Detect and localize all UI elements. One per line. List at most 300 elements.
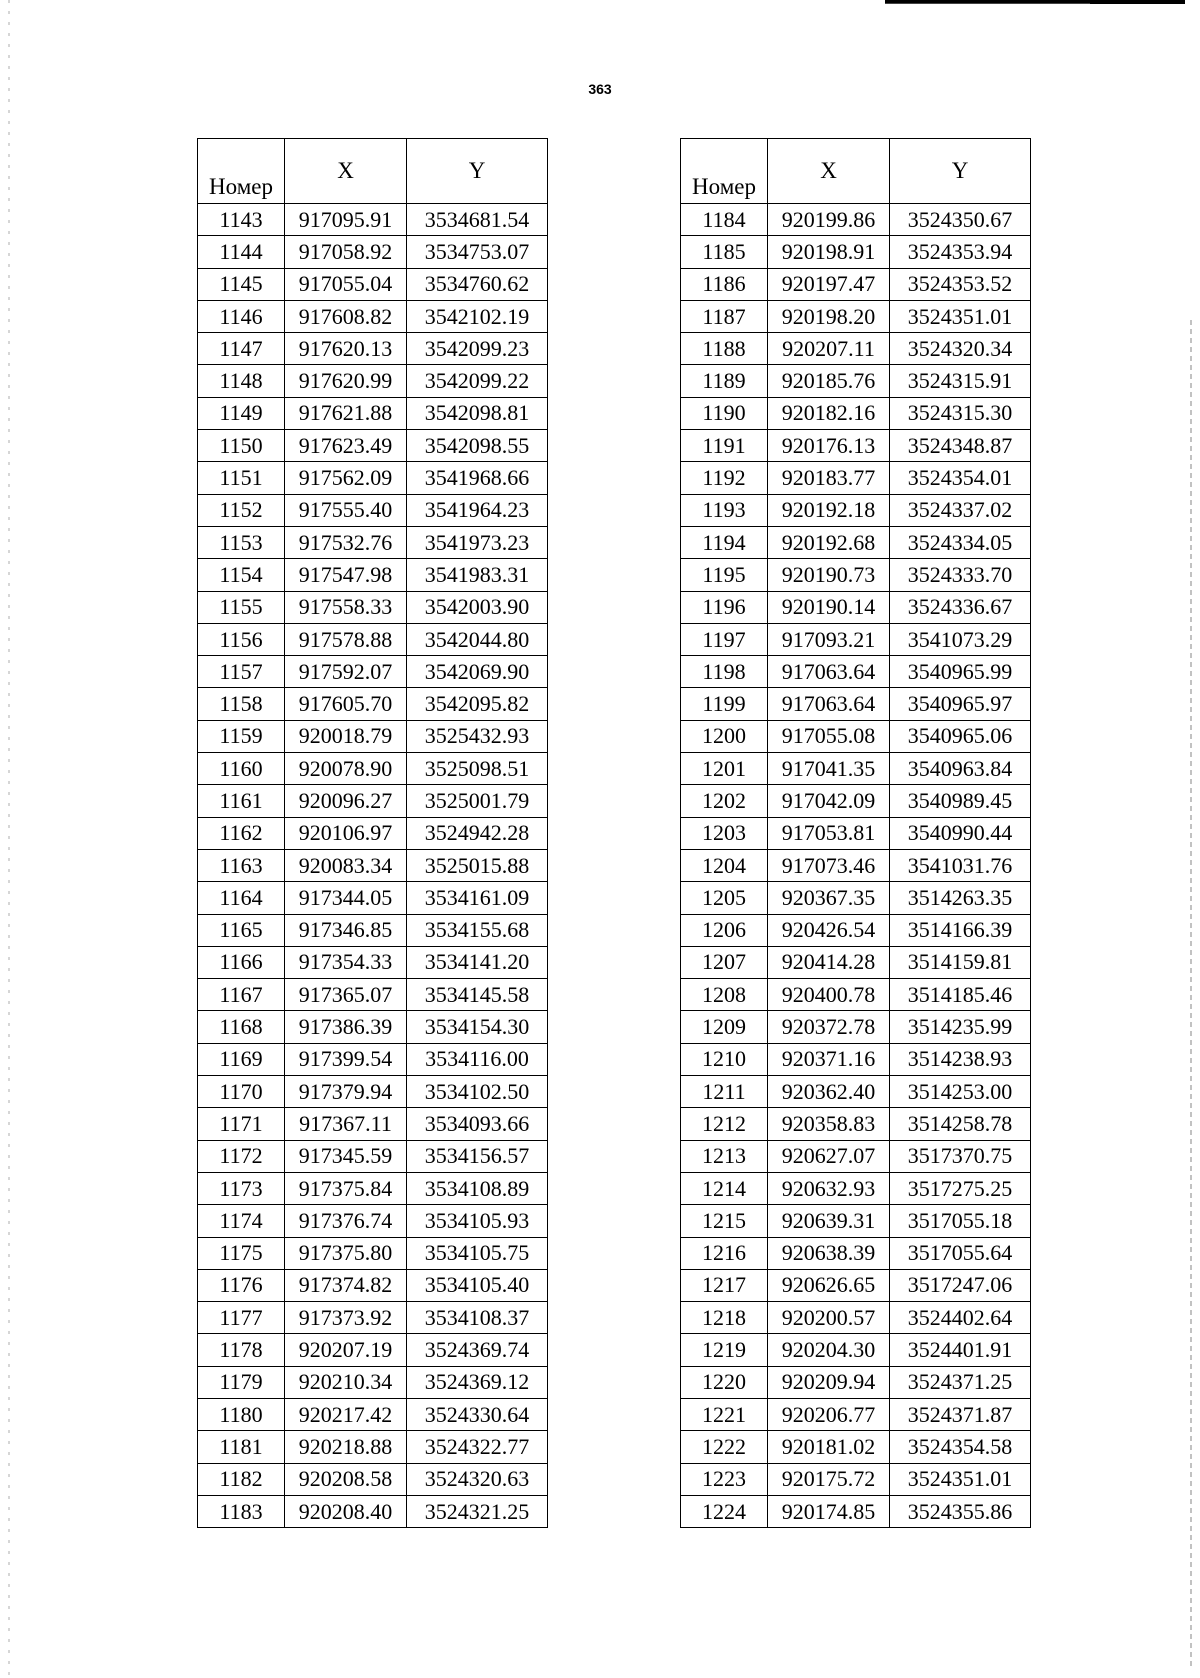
cell-x: 920218.88: [285, 1431, 407, 1463]
cell-y: 3540963.84: [890, 753, 1031, 785]
cell-y: 3534116.00: [407, 1043, 548, 1075]
cell-x: 920400.78: [768, 979, 890, 1011]
cell-x: 920210.34: [285, 1366, 407, 1398]
cell-y: 3524369.74: [407, 1334, 548, 1366]
cell-x: 917375.84: [285, 1172, 407, 1204]
table-row: [681, 656, 1031, 688]
cell-y: 3534105.75: [407, 1237, 548, 1269]
cell-number: 1182: [198, 1463, 285, 1495]
cell-number: 1217: [681, 1269, 768, 1301]
table-row: [198, 1463, 548, 1495]
cell-y: 3524371.87: [890, 1398, 1031, 1430]
cell-number: 1148: [198, 365, 285, 397]
cell-x: 920190.73: [768, 559, 890, 591]
cell-x: 917558.33: [285, 591, 407, 623]
table-row: [681, 979, 1031, 1011]
scan-margin-left: [8, 0, 10, 1678]
table-row: [198, 236, 548, 268]
cell-y: 3524402.64: [890, 1302, 1031, 1334]
header-number: Номер: [198, 139, 285, 204]
cell-x: 917620.13: [285, 333, 407, 365]
table-row: [681, 946, 1031, 978]
cell-y: 3541968.66: [407, 462, 548, 494]
cell-x: 920199.86: [768, 204, 890, 236]
cell-number: 1158: [198, 688, 285, 720]
cell-number: 1165: [198, 914, 285, 946]
cell-y: 3524371.25: [890, 1366, 1031, 1398]
table-row: [198, 656, 548, 688]
cell-x: 920208.40: [285, 1495, 407, 1527]
table-row: [681, 300, 1031, 332]
cell-x: 917063.64: [768, 688, 890, 720]
cell-y: 3542044.80: [407, 623, 548, 655]
coordinates-table-left: [197, 138, 548, 1528]
cell-y: 3541964.23: [407, 494, 548, 526]
cell-x: 917344.05: [285, 882, 407, 914]
table-row: [681, 1043, 1031, 1075]
cell-number: 1207: [681, 946, 768, 978]
cell-y: 3541073.29: [890, 623, 1031, 655]
cell-x: 920106.97: [285, 817, 407, 849]
table-row: [681, 462, 1031, 494]
table-row: [198, 365, 548, 397]
cell-x: 920083.34: [285, 849, 407, 881]
cell-x: 917055.08: [768, 720, 890, 752]
cell-y: 3540989.45: [890, 785, 1031, 817]
cell-y: 3542099.22: [407, 365, 548, 397]
table-row: [198, 591, 548, 623]
cell-x: 917055.04: [285, 268, 407, 300]
cell-x: 917041.35: [768, 753, 890, 785]
cell-number: 1161: [198, 785, 285, 817]
table-row: [198, 204, 548, 236]
header-number: Номер: [681, 139, 768, 204]
cell-y: 3534102.50: [407, 1076, 548, 1108]
cell-number: 1221: [681, 1398, 768, 1430]
cell-number: 1189: [681, 365, 768, 397]
cell-number: 1178: [198, 1334, 285, 1366]
table-row: [681, 1463, 1031, 1495]
cell-y: 3514166.39: [890, 914, 1031, 946]
cell-x: 917354.33: [285, 946, 407, 978]
table-row: [681, 849, 1031, 881]
table-row: [198, 849, 548, 881]
cell-number: 1190: [681, 397, 768, 429]
cell-number: 1202: [681, 785, 768, 817]
cell-x: 917058.92: [285, 236, 407, 268]
header-x: X: [285, 139, 407, 204]
cell-y: 3514238.93: [890, 1043, 1031, 1075]
table-row: [681, 1334, 1031, 1366]
cell-number: 1216: [681, 1237, 768, 1269]
cell-number: 1187: [681, 300, 768, 332]
cell-y: 3517275.25: [890, 1172, 1031, 1204]
table-row: [198, 623, 548, 655]
cell-x: 920414.28: [768, 946, 890, 978]
cell-number: 1175: [198, 1237, 285, 1269]
cell-number: 1164: [198, 882, 285, 914]
table-row: [681, 397, 1031, 429]
cell-x: 920426.54: [768, 914, 890, 946]
cell-y: 3525015.88: [407, 849, 548, 881]
cell-x: 920175.72: [768, 1463, 890, 1495]
table-row: [198, 494, 548, 526]
cell-number: 1188: [681, 333, 768, 365]
table-row: [198, 1302, 548, 1334]
cell-number: 1215: [681, 1205, 768, 1237]
cell-x: 917532.76: [285, 526, 407, 558]
table-row: [681, 753, 1031, 785]
cell-number: 1153: [198, 526, 285, 558]
cell-y: 3524315.91: [890, 365, 1031, 397]
cell-number: 1205: [681, 882, 768, 914]
cell-x: 920096.27: [285, 785, 407, 817]
cell-x: 920181.02: [768, 1431, 890, 1463]
table-row: [681, 1269, 1031, 1301]
cell-y: 3525432.93: [407, 720, 548, 752]
cell-y: 3524354.58: [890, 1431, 1031, 1463]
table-row: [681, 720, 1031, 752]
cell-y: 3534156.57: [407, 1140, 548, 1172]
cell-x: 917063.64: [768, 656, 890, 688]
page-number: 363: [588, 81, 612, 97]
table-row: [198, 785, 548, 817]
table-row: [681, 559, 1031, 591]
table-row: [198, 1011, 548, 1043]
table-body-left: [198, 204, 548, 1528]
cell-x: 917562.09: [285, 462, 407, 494]
cell-number: 1209: [681, 1011, 768, 1043]
table-row: [681, 1302, 1031, 1334]
cell-number: 1143: [198, 204, 285, 236]
table-row: [198, 1140, 548, 1172]
table-row: [681, 817, 1031, 849]
table-row: [681, 1398, 1031, 1430]
cell-x: 920192.68: [768, 526, 890, 558]
cell-y: 3524320.63: [407, 1463, 548, 1495]
table-row: [681, 785, 1031, 817]
table-row: [198, 1076, 548, 1108]
table-row: [198, 430, 548, 462]
cell-number: 1180: [198, 1398, 285, 1430]
cell-number: 1176: [198, 1269, 285, 1301]
table-row: [198, 979, 548, 1011]
cell-number: 1155: [198, 591, 285, 623]
cell-number: 1218: [681, 1302, 768, 1334]
cell-number: 1184: [681, 204, 768, 236]
cell-x: 920190.14: [768, 591, 890, 623]
cell-number: 1181: [198, 1431, 285, 1463]
cell-y: 3542098.55: [407, 430, 548, 462]
cell-x: 917623.49: [285, 430, 407, 462]
cell-number: 1167: [198, 979, 285, 1011]
table-row: [198, 1495, 548, 1527]
table-row: [198, 1237, 548, 1269]
cell-number: 1144: [198, 236, 285, 268]
cell-y: 3514185.46: [890, 979, 1031, 1011]
cell-x: 920182.16: [768, 397, 890, 429]
cell-x: 917379.94: [285, 1076, 407, 1108]
cell-number: 1173: [198, 1172, 285, 1204]
cell-y: 3524315.30: [890, 397, 1031, 429]
cell-x: 920362.40: [768, 1076, 890, 1108]
cell-number: 1166: [198, 946, 285, 978]
table-row: [681, 1108, 1031, 1140]
table-row: [681, 623, 1031, 655]
table-body-right: [681, 204, 1031, 1528]
cell-x: 920185.76: [768, 365, 890, 397]
cell-y: 3540965.97: [890, 688, 1031, 720]
cell-number: 1163: [198, 849, 285, 881]
cell-number: 1186: [681, 268, 768, 300]
cell-number: 1193: [681, 494, 768, 526]
cell-number: 1170: [198, 1076, 285, 1108]
cell-number: 1213: [681, 1140, 768, 1172]
cell-x: 917605.70: [285, 688, 407, 720]
cell-x: 920358.83: [768, 1108, 890, 1140]
cell-y: 3534141.20: [407, 946, 548, 978]
cell-x: 920174.85: [768, 1495, 890, 1527]
cell-x: 917093.21: [768, 623, 890, 655]
table-row: [198, 1431, 548, 1463]
cell-y: 3524330.64: [407, 1398, 548, 1430]
table-row: [198, 914, 548, 946]
cell-number: 1146: [198, 300, 285, 332]
cell-y: 3524353.52: [890, 268, 1031, 300]
cell-x: 917399.54: [285, 1043, 407, 1075]
table-row: [681, 591, 1031, 623]
cell-number: 1192: [681, 462, 768, 494]
cell-number: 1195: [681, 559, 768, 591]
cell-x: 920626.65: [768, 1269, 890, 1301]
cell-y: 3524942.28: [407, 817, 548, 849]
cell-number: 1197: [681, 623, 768, 655]
cell-number: 1191: [681, 430, 768, 462]
table-row: [681, 688, 1031, 720]
cell-number: 1162: [198, 817, 285, 849]
cell-y: 3524351.01: [890, 1463, 1031, 1495]
cell-number: 1196: [681, 591, 768, 623]
table-row: [198, 1269, 548, 1301]
cell-y: 3540965.99: [890, 656, 1031, 688]
table-header-row: [681, 139, 1031, 204]
table-row: [198, 1398, 548, 1430]
table-row: [198, 397, 548, 429]
cell-number: 1185: [681, 236, 768, 268]
table-row: [198, 688, 548, 720]
cell-number: 1222: [681, 1431, 768, 1463]
cell-x: 920192.18: [768, 494, 890, 526]
cell-y: 3524355.86: [890, 1495, 1031, 1527]
table-row: [198, 333, 548, 365]
table-row: [681, 430, 1031, 462]
cell-number: 1211: [681, 1076, 768, 1108]
cell-x: 917386.39: [285, 1011, 407, 1043]
cell-x: 917547.98: [285, 559, 407, 591]
cell-number: 1172: [198, 1140, 285, 1172]
cell-number: 1154: [198, 559, 285, 591]
cell-number: 1219: [681, 1334, 768, 1366]
cell-x: 917608.82: [285, 300, 407, 332]
cell-x: 920183.77: [768, 462, 890, 494]
cell-y: 3534155.68: [407, 914, 548, 946]
table-row: [681, 333, 1031, 365]
cell-y: 3517055.64: [890, 1237, 1031, 1269]
cell-x: 920217.42: [285, 1398, 407, 1430]
table-row: [681, 1140, 1031, 1172]
cell-x: 917374.82: [285, 1269, 407, 1301]
cell-y: 3514258.78: [890, 1108, 1031, 1140]
cell-number: 1174: [198, 1205, 285, 1237]
cell-x: 917621.88: [285, 397, 407, 429]
cell-x: 920372.78: [768, 1011, 890, 1043]
cell-number: 1208: [681, 979, 768, 1011]
cell-y: 3541983.31: [407, 559, 548, 591]
cell-x: 920638.39: [768, 1237, 890, 1269]
cell-x: 917073.46: [768, 849, 890, 881]
cell-x: 917053.81: [768, 817, 890, 849]
table-row: [681, 494, 1031, 526]
table-row: [198, 300, 548, 332]
cell-y: 3517370.75: [890, 1140, 1031, 1172]
table-row: [198, 720, 548, 752]
table-header-row: [198, 139, 548, 204]
cell-x: 917373.92: [285, 1302, 407, 1334]
table-row: [681, 1495, 1031, 1527]
table-row: [198, 462, 548, 494]
cell-x: 920198.20: [768, 300, 890, 332]
table-row: [681, 1366, 1031, 1398]
table-row: [681, 1076, 1031, 1108]
cell-x: 920209.94: [768, 1366, 890, 1398]
top-rule-thin: [885, 3, 1090, 4]
cell-y: 3524333.70: [890, 559, 1031, 591]
cell-x: 920200.57: [768, 1302, 890, 1334]
cell-y: 3514263.35: [890, 882, 1031, 914]
cell-y: 3534161.09: [407, 882, 548, 914]
cell-y: 3524350.67: [890, 204, 1031, 236]
cell-x: 920207.11: [768, 333, 890, 365]
cell-y: 3514235.99: [890, 1011, 1031, 1043]
table-row: [681, 1205, 1031, 1237]
cell-y: 3534681.54: [407, 204, 548, 236]
table-row: [681, 1172, 1031, 1204]
cell-x: 917346.85: [285, 914, 407, 946]
cell-x: 917042.09: [768, 785, 890, 817]
cell-x: 917095.91: [285, 204, 407, 236]
table-row: [198, 1172, 548, 1204]
cell-x: 917365.07: [285, 979, 407, 1011]
table-row: [681, 526, 1031, 558]
cell-x: 920207.19: [285, 1334, 407, 1366]
cell-y: 3525001.79: [407, 785, 548, 817]
cell-x: 920018.79: [285, 720, 407, 752]
cell-y: 3524322.77: [407, 1431, 548, 1463]
cell-number: 1151: [198, 462, 285, 494]
cell-y: 3542099.23: [407, 333, 548, 365]
cell-x: 920176.13: [768, 430, 890, 462]
cell-y: 3534108.37: [407, 1302, 548, 1334]
cell-y: 3514253.00: [890, 1076, 1031, 1108]
cell-number: 1198: [681, 656, 768, 688]
cell-y: 3517247.06: [890, 1269, 1031, 1301]
cell-number: 1212: [681, 1108, 768, 1140]
cell-y: 3524351.01: [890, 300, 1031, 332]
table-row: [198, 753, 548, 785]
cell-number: 1147: [198, 333, 285, 365]
cell-x: 917620.99: [285, 365, 407, 397]
cell-y: 3524334.05: [890, 526, 1031, 558]
cell-number: 1199: [681, 688, 768, 720]
cell-number: 1201: [681, 753, 768, 785]
cell-y: 3540990.44: [890, 817, 1031, 849]
cell-number: 1183: [198, 1495, 285, 1527]
cell-x: 917578.88: [285, 623, 407, 655]
cell-number: 1152: [198, 494, 285, 526]
cell-y: 3542098.81: [407, 397, 548, 429]
cell-y: 3524353.94: [890, 236, 1031, 268]
table-row: [681, 268, 1031, 300]
header-y: Y: [890, 139, 1031, 204]
cell-y: 3534105.40: [407, 1269, 548, 1301]
table-row: [198, 1334, 548, 1366]
table-row: [198, 817, 548, 849]
cell-number: 1200: [681, 720, 768, 752]
header-y: Y: [407, 139, 548, 204]
cell-y: 3534105.93: [407, 1205, 548, 1237]
cell-y: 3542102.19: [407, 300, 548, 332]
cell-number: 1150: [198, 430, 285, 462]
cell-number: 1157: [198, 656, 285, 688]
cell-number: 1206: [681, 914, 768, 946]
scan-margin-right: [1190, 320, 1192, 1670]
cell-x: 920208.58: [285, 1463, 407, 1495]
cell-number: 1169: [198, 1043, 285, 1075]
cell-y: 3534154.30: [407, 1011, 548, 1043]
cell-x: 917592.07: [285, 656, 407, 688]
cell-y: 3541973.23: [407, 526, 548, 558]
cell-y: 3542069.90: [407, 656, 548, 688]
cell-y: 3524336.67: [890, 591, 1031, 623]
cell-number: 1194: [681, 526, 768, 558]
cell-number: 1171: [198, 1108, 285, 1140]
cell-number: 1179: [198, 1366, 285, 1398]
cell-y: 3517055.18: [890, 1205, 1031, 1237]
cell-number: 1224: [681, 1495, 768, 1527]
cell-y: 3534108.89: [407, 1172, 548, 1204]
cell-y: 3534093.66: [407, 1108, 548, 1140]
table-row: [198, 1366, 548, 1398]
cell-x: 920204.30: [768, 1334, 890, 1366]
cell-y: 3524321.25: [407, 1495, 548, 1527]
table-row: [198, 268, 548, 300]
table-row: [198, 526, 548, 558]
cell-number: 1156: [198, 623, 285, 655]
cell-x: 917367.11: [285, 1108, 407, 1140]
cell-number: 1149: [198, 397, 285, 429]
cell-number: 1214: [681, 1172, 768, 1204]
cell-number: 1223: [681, 1463, 768, 1495]
cell-x: 920197.47: [768, 268, 890, 300]
table-row: [681, 365, 1031, 397]
table-row: [681, 1011, 1031, 1043]
cell-x: 920198.91: [768, 236, 890, 268]
cell-number: 1159: [198, 720, 285, 752]
table-row: [198, 882, 548, 914]
table-row: [681, 204, 1031, 236]
cell-y: 3534753.07: [407, 236, 548, 268]
cell-y: 3534760.62: [407, 268, 548, 300]
